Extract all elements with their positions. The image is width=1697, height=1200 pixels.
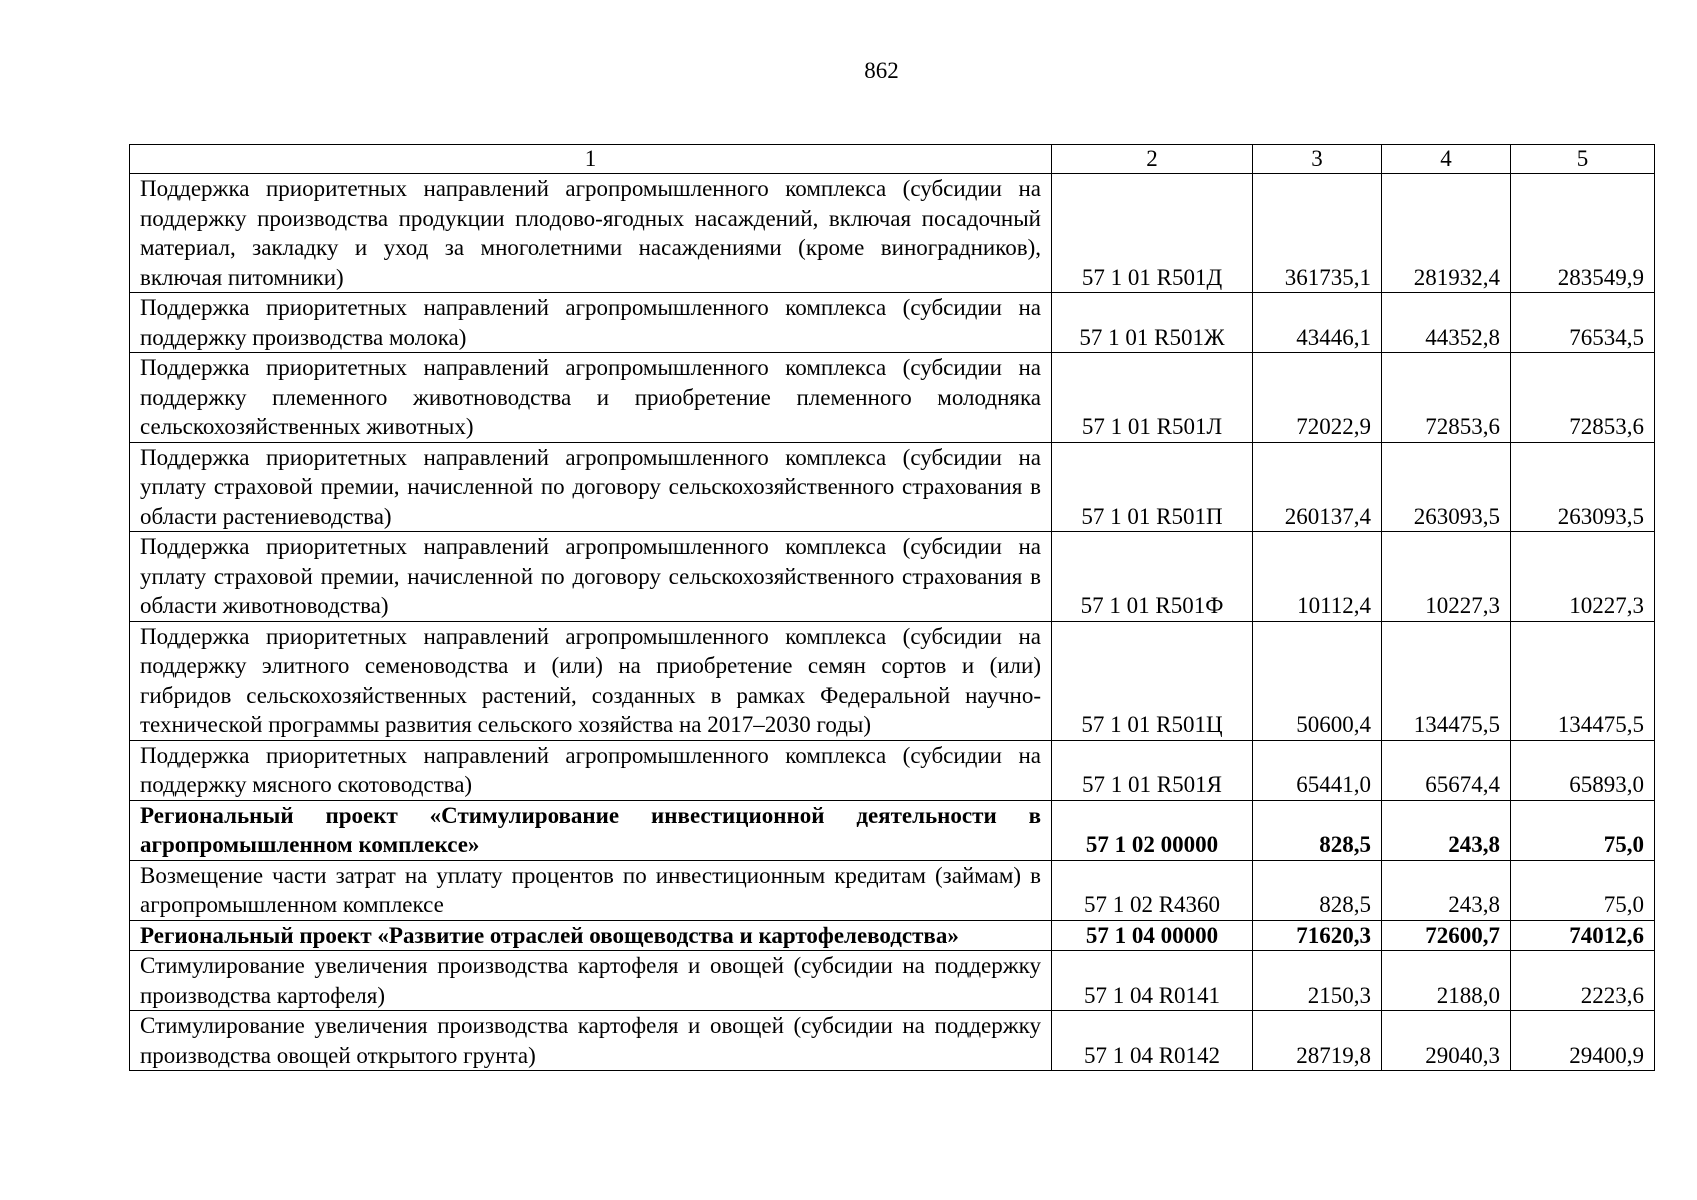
row-value-4: 263093,5 <box>1382 442 1511 532</box>
row-value-4: 134475,5 <box>1382 621 1511 740</box>
row-description: Региональный проект «Стимулирование инвестиционной деятельности в агропромышленном комплексе» <box>130 800 1052 860</box>
row-value-5: 29400,9 <box>1511 1011 1655 1071</box>
row-value-4: 2188,0 <box>1382 951 1511 1011</box>
column-header-5: 5 <box>1511 145 1655 174</box>
row-value-4: 243,8 <box>1382 800 1511 860</box>
row-value-5: 134475,5 <box>1511 621 1655 740</box>
row-code: 57 1 01 R501Д <box>1052 174 1253 293</box>
row-description: Поддержка приоритетных направлений агропромышленного комплекса (субсидии на уплату страховой премии, начисленной по договору сельскохозяйственного страхования в области животноводства) <box>130 532 1052 622</box>
row-value-3: 361735,1 <box>1253 174 1382 293</box>
row-value-3: 50600,4 <box>1253 621 1382 740</box>
row-description: Поддержка приоритетных направлений агропромышленного комплекса (субсидии на уплату страховой премии, начисленной по договору сельскохозяйственного страхования в области растениеводства) <box>130 442 1052 532</box>
row-description: Поддержка приоритетных направлений агропромышленного комплекса (субсидии на поддержку элитного семеноводства и (или) на приобретение семян сортов и (или) гибридов сельскохозяйственных растений, созданных в рамках Федеральной научно-технической программы развития сельского хозяйства на 2017–2030 годы) <box>130 621 1052 740</box>
row-description: Возмещение части затрат на уплату процентов по инвестиционным кредитам (займам) в агропромышленном комплексе <box>130 860 1052 920</box>
row-value-5: 263093,5 <box>1511 442 1655 532</box>
table-header-row <box>130 145 1655 174</box>
row-description: Стимулирование увеличения производства картофеля и овощей (субсидии на поддержку производства картофеля) <box>130 951 1052 1011</box>
column-header-3: 3 <box>1253 145 1382 174</box>
table-row <box>130 951 1655 1011</box>
row-value-4: 29040,3 <box>1382 1011 1511 1071</box>
row-value-3: 72022,9 <box>1253 353 1382 443</box>
row-code: 57 1 01 R501П <box>1052 442 1253 532</box>
row-value-4: 72600,7 <box>1382 920 1511 951</box>
row-value-3: 10112,4 <box>1253 532 1382 622</box>
row-value-3: 28719,8 <box>1253 1011 1382 1071</box>
table-row-section-total <box>130 800 1655 860</box>
row-value-4: 281932,4 <box>1382 174 1511 293</box>
row-value-5: 75,0 <box>1511 860 1655 920</box>
column-header-1: 1 <box>130 145 1052 174</box>
row-description: Стимулирование увеличения производства картофеля и овощей (субсидии на поддержку производства овощей открытого грунта) <box>130 1011 1052 1071</box>
row-value-3: 828,5 <box>1253 860 1382 920</box>
table-row <box>130 621 1655 740</box>
row-value-5: 75,0 <box>1511 800 1655 860</box>
row-value-4: 72853,6 <box>1382 353 1511 443</box>
row-value-3: 65441,0 <box>1253 740 1382 800</box>
row-description: Поддержка приоритетных направлений агропромышленного комплекса (субсидии на поддержку производства продукции плодово-ягодных насаждений, включая посадочный материал, закладку и уход за многолетними насаждениями (кроме виноградников), включая питомники) <box>130 174 1052 293</box>
row-code: 57 1 04 R0141 <box>1052 951 1253 1011</box>
row-value-5: 76534,5 <box>1511 293 1655 353</box>
row-value-5: 283549,9 <box>1511 174 1655 293</box>
row-code: 57 1 01 R501Я <box>1052 740 1253 800</box>
row-code: 57 1 02 00000 <box>1052 800 1253 860</box>
row-value-3: 828,5 <box>1253 800 1382 860</box>
row-value-4: 10227,3 <box>1382 532 1511 622</box>
row-value-5: 2223,6 <box>1511 951 1655 1011</box>
column-header-4: 4 <box>1382 145 1511 174</box>
page-number: 862 <box>864 58 899 83</box>
row-description: Поддержка приоритетных направлений агропромышленного комплекса (субсидии на поддержку мясного скотоводства) <box>130 740 1052 800</box>
row-value-5: 65893,0 <box>1511 740 1655 800</box>
column-header-2: 2 <box>1052 145 1253 174</box>
row-code: 57 1 01 R501Ф <box>1052 532 1253 622</box>
row-value-4: 44352,8 <box>1382 293 1511 353</box>
row-value-5: 10227,3 <box>1511 532 1655 622</box>
table-body <box>130 174 1655 1071</box>
row-value-3: 260137,4 <box>1253 442 1382 532</box>
row-code: 57 1 04 R0142 <box>1052 1011 1253 1071</box>
table-row <box>130 174 1655 293</box>
row-code: 57 1 04 00000 <box>1052 920 1253 951</box>
row-value-3: 71620,3 <box>1253 920 1382 951</box>
table-row <box>130 293 1655 353</box>
row-value-5: 74012,6 <box>1511 920 1655 951</box>
table-row <box>130 442 1655 532</box>
row-description: Поддержка приоритетных направлений агропромышленного комплекса (субсидии на поддержку племенного животноводства и приобретение племенного молодняка сельскохозяйственных животных) <box>130 353 1052 443</box>
row-value-5: 72853,6 <box>1511 353 1655 443</box>
table-row <box>130 532 1655 622</box>
table-row <box>130 353 1655 443</box>
row-value-3: 2150,3 <box>1253 951 1382 1011</box>
row-value-4: 65674,4 <box>1382 740 1511 800</box>
row-description: Региональный проект «Развитие отраслей овощеводства и картофелеводства» <box>130 920 1052 951</box>
row-code: 57 1 01 R501Ж <box>1052 293 1253 353</box>
budget-table <box>129 144 1655 1071</box>
row-code: 57 1 01 R501Л <box>1052 353 1253 443</box>
row-value-3: 43446,1 <box>1253 293 1382 353</box>
row-value-4: 243,8 <box>1382 860 1511 920</box>
table-row <box>130 1011 1655 1071</box>
row-code: 57 1 02 R4360 <box>1052 860 1253 920</box>
table-row-section-total <box>130 920 1655 951</box>
row-description: Поддержка приоритетных направлений агропромышленного комплекса (субсидии на поддержку производства молока) <box>130 293 1052 353</box>
row-code: 57 1 01 R501Ц <box>1052 621 1253 740</box>
table-row <box>130 740 1655 800</box>
table-row <box>130 860 1655 920</box>
